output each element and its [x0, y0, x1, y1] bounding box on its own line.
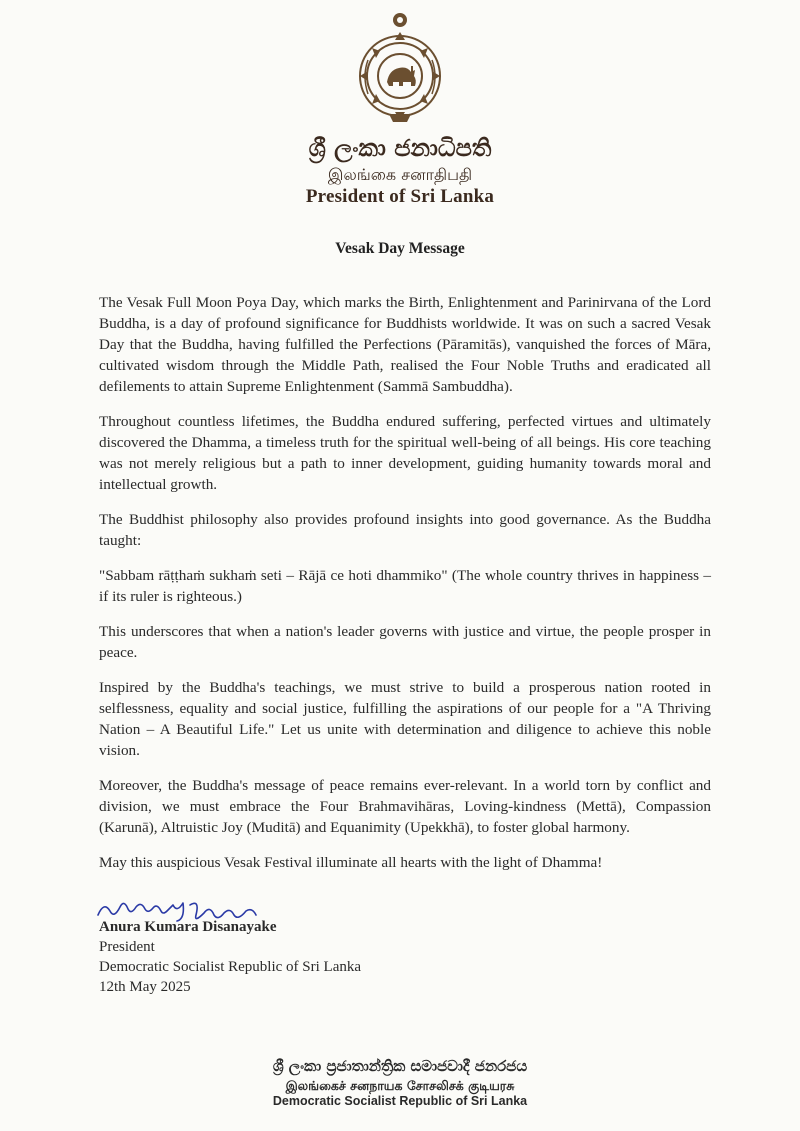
letterhead-tamil: இலங்கை சனாதிபதி — [327, 165, 473, 184]
paragraph: The Vesak Full Moon Poya Day, which marks the Birth, Enlightenment and Parinirvana of the Lord Buddha, is a day of profound significance for Buddhists worldwide. It was on such a sacred Vesak Day that the Buddha, having fulfilled the Perfections (Pāramitās), vanquished the forces of Māra, cultivated wisdom through the Middle Path, realised the Four Noble Truths and eradicated all defilements to attain Supreme Enlightenment (Sammā Sambuddha). — [99, 294, 711, 395]
signatory-title: President — [99, 939, 155, 955]
paragraph: Throughout countless lifetimes, the Buddha endured suffering, perfected virtues and ultimately discovered the Dhamma, a timeless truth for the spiritual well-being of all beings. His core teaching was not merely religious but a path to inner development, guiding humanity towards moral and intellectual growth. — [99, 413, 711, 493]
paragraph: Inspired by the Buddha's teachings, we must strive to build a prosperous nation rooted in selflessness, equality and social justice, fulfilling the aspirations of our people for a "A Thriving Nation – A Beautiful Life." Let us unite with determination and diligence to achieve this noble vision. — [99, 679, 711, 759]
letter-date: 12th May 2025 — [99, 979, 191, 995]
letterhead-english: President of Sri Lanka — [305, 186, 495, 207]
footer-sinhala: ශ්‍රී ලංකා ප්‍රජාතාන්ත්‍රික සමාජවාදී ජනරජය — [272, 1057, 528, 1075]
signatory-name: Anura Kumara Disanayake — [99, 919, 277, 935]
message-body — [99, 292, 711, 887]
signature-block — [99, 917, 361, 997]
paragraph: The Buddhist philosophy also provides profound insights into good governance. As the Buddha taught: — [99, 511, 711, 549]
paragraph: May this auspicious Vesak Festival illuminate all hearts with the light of Dhamma! — [99, 854, 603, 871]
paragraph: This underscores that when a nation's leader governs with justice and virtue, the people prosper in peace. — [99, 623, 711, 661]
message-title: Vesak Day Message — [335, 240, 465, 257]
footer-tamil: இலங்கைச் சனநாயக சோசலிசக் குடியரசு — [285, 1078, 515, 1093]
paragraph: "Sabbam rāṭṭhaṁ sukhaṁ seti – Rājā ce hoti dhammiko" (The whole country thrives in happiness – if its ruler is righteous.) — [99, 567, 711, 605]
footer-english: Democratic Socialist Republic of Sri Lanka — [272, 1094, 528, 1108]
paragraph: Moreover, the Buddha's message of peace remains ever-relevant. In a world torn by conflict and division, we must embrace the Four Brahmavihāras, Loving-kindness (Mettā), Compassion (Karunā), Altruistic Joy (Muditā) and Equanimity (Upekkhā), to foster global harmony. — [99, 777, 711, 836]
national-emblem-icon — [353, 10, 447, 128]
signatory-country: Democratic Socialist Republic of Sri Lanka — [99, 959, 362, 975]
letterhead-sinhala: ශ්‍රී ලංකා ජනාධිපති — [308, 134, 492, 162]
